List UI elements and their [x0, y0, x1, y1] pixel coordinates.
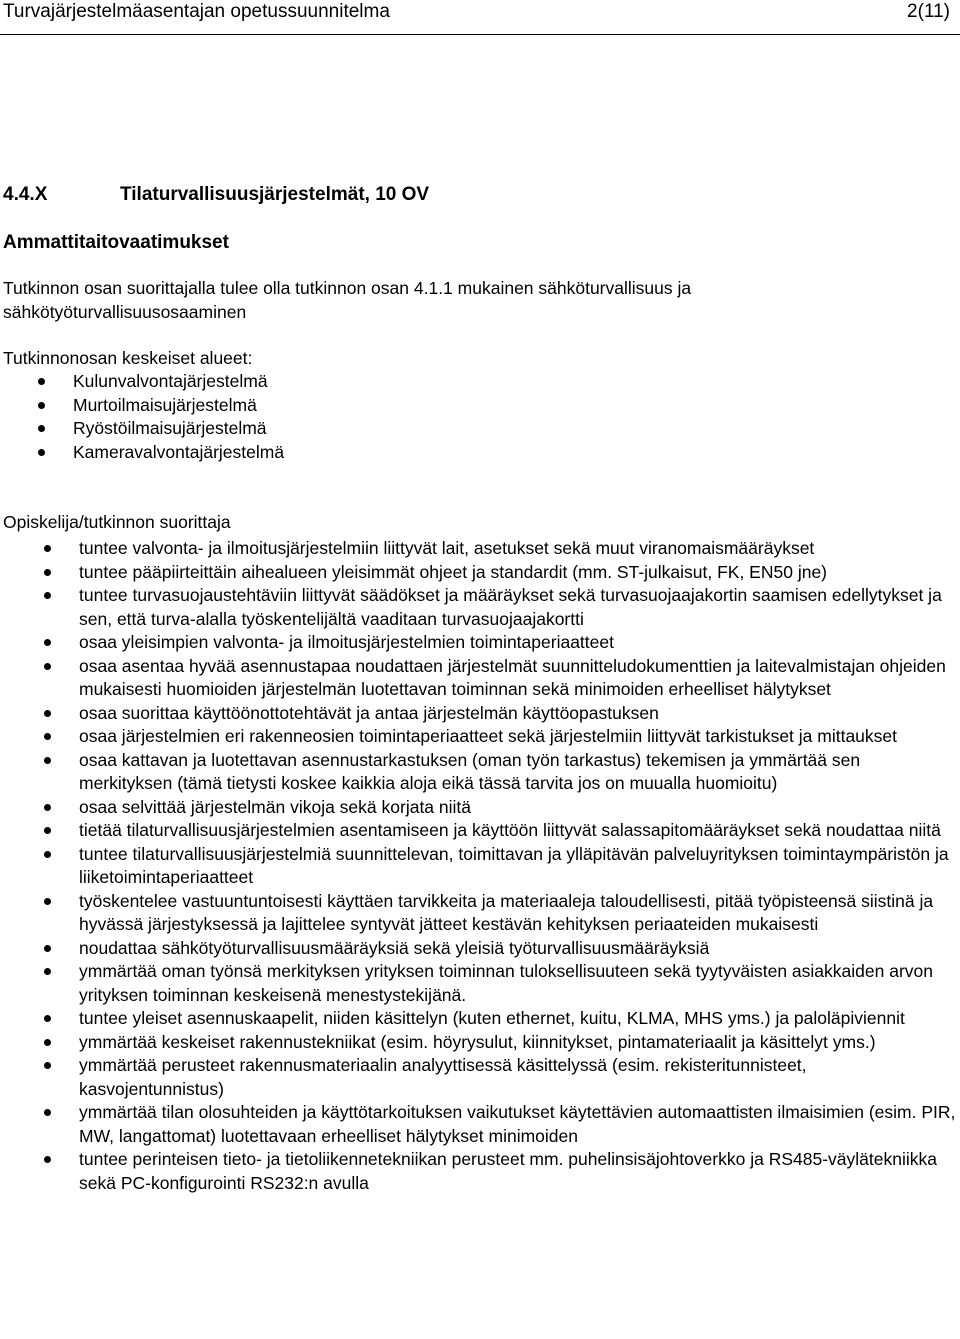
list-item: [0, 1148, 960, 1195]
list-item-text: Kulunvalvontajärjestelmä: [73, 371, 268, 391]
list-item: [0, 1101, 960, 1148]
list-item: [0, 370, 284, 394]
list-item-text: osaa järjestelmien eri rakenneosien toimintaperiaatteet sekä järjestelmiin liittyvät tarkistukset ja mittaukset: [79, 726, 898, 746]
list-item-text: tuntee valvonta- ja ilmoitusjärjestelmiin liittyvät lait, asetukset sekä muut viranomaismääräykset: [79, 538, 815, 558]
list-item: [0, 441, 284, 465]
list-item-text: osaa yleisimpien valvonta- ja ilmoitusjärjestelmien toimintaperiaatteet: [79, 632, 614, 652]
list-item-text: osaa asentaa hyvää asennustapaa noudattaen järjestelmät suunnitteludokumenttien ja laitevalmistajan ohjeiden mukaisesti huomioiden järjestelmän luotettavan toiminnan sekä minimoiden erheelliset hälytykset: [79, 655, 946, 699]
bullet-icon: [44, 592, 51, 599]
bullet-icon: [44, 1015, 51, 1022]
list-item-text: tuntee pääpiirteittäin aihealueen yleisimmät ohjeet ja standardit (mm. ST-julkaisut, FK, EN50 jne): [79, 561, 828, 582]
list-item-text: ymmärtää oman työnsä merkityksen yrityksen toiminnan tuloksellisuuteen sekä tyytyväisten asiakkaiden arvon yrityksen toiminnan keskeisenä menestystekijänä.: [79, 961, 933, 1005]
list-item-text: tuntee turvasuojaustehtäviin liittyvät säädökset ja määräykset sekä turvasuojaajakortin saamisen edellytykset ja sen, että turva-alalla työskentelijältä vaaditaan turvasuojaajakortti: [79, 585, 942, 629]
bullet-icon: [44, 1039, 51, 1046]
list-item: [0, 1054, 960, 1101]
list-item-text: tuntee tilaturvallisuusjärjestelmiä suunnittelevan, toimittavan ja ylläpitävän palveluyrityksen toimintaympäristön ja liiketoimintaperiaatteet: [79, 843, 949, 887]
subheading: Ammattitaitovaatimukset: [3, 232, 229, 253]
list-item: [0, 537, 960, 561]
bullet-icon: [44, 545, 51, 552]
list-item: [0, 843, 960, 890]
list-item-text: Ryöstöilmaisujärjestelmä: [73, 418, 267, 438]
bullet-icon: [44, 804, 51, 811]
bullet-icon: [44, 1062, 51, 1069]
list-item-text: noudattaa sähkötyöturvallisuusmääräyksiä sekä yleisiä työturvallisuusmääräyksiä: [79, 937, 710, 958]
list-item-text: osaa selvittää järjestelmän vikoja sekä korjata niitä: [79, 796, 471, 817]
section-heading: [3, 183, 429, 207]
list-item-text: osaa suorittaa käyttöönottotehtävät ja antaa järjestelmän käyttöopastuksen: [79, 702, 659, 723]
list-item-text: tuntee perinteisen tieto- ja tietoliikennetekniikan perusteet mm. puhelinsisäjohtoverkko ja RS485-väylätekniikka sekä PC-konfigurointi RS232:n avulla: [79, 1149, 937, 1193]
bullet-icon: [44, 710, 51, 717]
list-item-text: ymmärtää keskeiset rakennustekniikat (esim. höyrysulut, kiinnitykset, pintamateriaalit ja käsittelyt yms.): [79, 1031, 876, 1052]
list-item-text: työskentelee vastuuntuntoisesti käyttäen tarvikkeita ja materiaaleja taloudellisesti, pitää työpisteensä siistinä ja hyvässä järjestyksessä ja lajittelee syntyvät jätteet kestävän kehityksen periaateiden mukaisesti: [79, 890, 934, 934]
bullet-icon: [44, 945, 51, 952]
list-item-text: tietää tilaturvallisuusjärjestelmien asentamiseen ja käyttöön liittyvät salassapitomääräykset sekä noudattaa niitä: [79, 820, 941, 840]
list-item-text: Murtoilmaisujärjestelmä: [73, 394, 257, 415]
list-item: [0, 725, 960, 749]
list-item-text: ymmärtää tilan olosuhteiden ja käyttötarkoituksen vaikutukset käytettävien automaattisten ilmaisimien (esim. PIR, MW, langattomat) luotettavaan erheelliset hälytykset minimoiden: [79, 1102, 956, 1146]
bullet-icon: [44, 968, 51, 975]
list-item: [0, 561, 960, 585]
bullet-icon: [38, 449, 45, 456]
bullet-icon: [44, 733, 51, 740]
intro-paragraph: Tutkinnon osan suorittajalla tulee olla tutkinnon osan 4.1.1 mukainen sähköturvallisuus ja sähkötyöturvallisuusosaaminen: [3, 278, 692, 322]
key-areas-label: Tutkinnonosan keskeiset alueet:: [3, 348, 253, 368]
header-divider: [0, 34, 960, 35]
list-item-text: Kameravalvontajärjestelmä: [73, 441, 285, 462]
list-item: [0, 655, 960, 702]
list-item: [0, 890, 960, 937]
requirements-list: [0, 537, 960, 1195]
bullet-icon: [44, 898, 51, 905]
list-item: [0, 394, 284, 418]
list-item: [0, 417, 284, 441]
list-item: [0, 1007, 960, 1031]
list-item: [0, 796, 960, 820]
page-number: 2(11): [907, 1, 950, 22]
bullet-icon: [38, 378, 45, 385]
section-title: Tilaturvallisuusjärjestelmät, 10 OV: [120, 184, 430, 205]
list-item: [0, 631, 960, 655]
bullet-icon: [38, 402, 45, 409]
list-item-text: osaa kattavan ja luotettavan asennustarkastuksen (oman työn tarkastus) tekemisen ja ymmärtää sen merkityksen (tämä tietysti koskee kaikkia aloja eikä tässä tarvita jos on muualla huomioitu): [79, 749, 861, 793]
document-header-title: Turvajärjestelmäasentajan opetussuunnitelma: [3, 1, 390, 22]
bullet-icon: [38, 425, 45, 432]
bullet-icon: [44, 569, 51, 576]
list-item: [0, 960, 960, 1007]
list-item: [0, 937, 960, 961]
list-item: [0, 1031, 960, 1055]
list-item-text: tuntee yleiset asennuskaapelit, niiden käsittelyn (kuten ethernet, kuitu, KLMA, MHS yms.) ja paloläpiviennit: [79, 1008, 905, 1028]
bullet-icon: [44, 1109, 51, 1116]
list-item: [0, 749, 960, 796]
bullet-icon: [44, 827, 51, 834]
section-number: 4.4.X: [3, 184, 48, 205]
bullet-icon: [44, 1156, 51, 1163]
list-item: [0, 819, 960, 843]
bullet-icon: [44, 851, 51, 858]
bullet-icon: [44, 757, 51, 764]
student-label: Opiskelija/tutkinnon suorittaja: [3, 512, 231, 532]
list-item: [0, 584, 960, 631]
list-item: [0, 702, 960, 726]
list-item-text: ymmärtää perusteet rakennusmateriaalin analyyttisessä käsittelyssä (esim. rekisteritunnisteet, kasvojentunnistus): [79, 1055, 807, 1099]
key-areas-list: [0, 370, 284, 464]
bullet-icon: [44, 639, 51, 646]
bullet-icon: [44, 663, 51, 670]
